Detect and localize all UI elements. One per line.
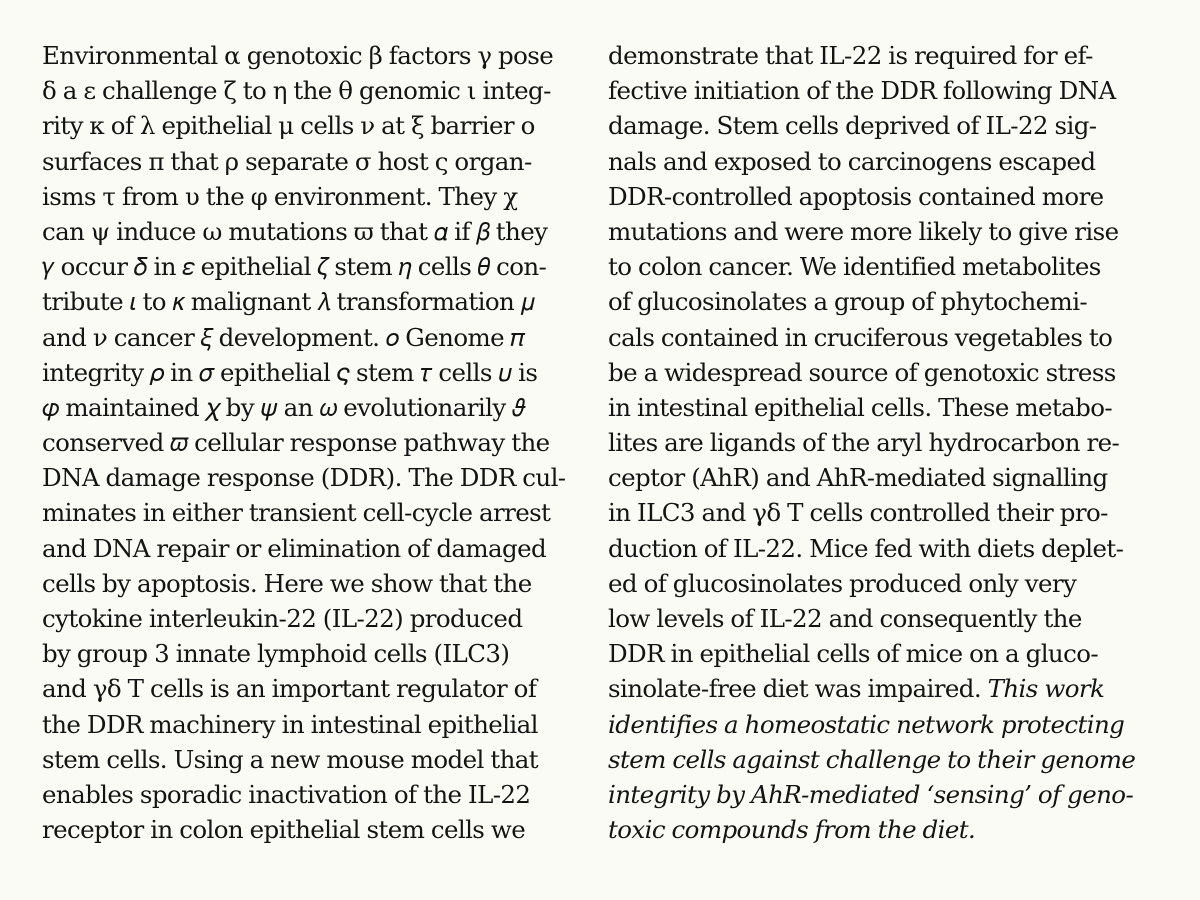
text-line: rity κ of λ epithelial μ cells ν at ξ barrier ο [42, 111, 535, 141]
text-line: DDR in epithelial cells of mice on a gluco- [608, 639, 1099, 669]
text-line: low levels of IL-22 and consequently the [608, 604, 1082, 633]
text-line: integrity 𝜌 in 𝜎 epithelial 𝜍 stem 𝜏 cells 𝜐 is [42, 357, 538, 387]
text-line: cytokine interleukin-22 (IL-22) produced [42, 604, 523, 633]
text-line: stem cells. Using a new mouse model that [42, 744, 539, 774]
right-column [608, 38, 1158, 847]
text-line: enables sporadic inactivation of the IL-22 [42, 779, 531, 809]
text-line: demonstrate that IL-22 is required for ef- [608, 41, 1093, 70]
text-line: isms τ from υ the φ environment. They χ [42, 181, 518, 211]
text-line-mixed [608, 671, 1158, 706]
text-line: and γδ T cells is an important regulator of [42, 674, 537, 704]
text-line: stem cells against challenge to their genome [608, 744, 1136, 774]
text-line: duction of IL-22. Mice fed with diets deplet- [608, 533, 1124, 563]
text-line: and DNA repair or elimination of damaged [42, 533, 547, 563]
document-page [42, 38, 1158, 858]
text-line: to colon cancer. We identified metabolites [608, 252, 1101, 282]
text-line: receptor in colon epithelial stem cells we [42, 815, 526, 845]
text-line: can ψ induce ω mutations ϖ that 𝛼 if 𝛽 they [42, 216, 548, 246]
text-line: damage. Stem cells deprived of IL-22 sig- [608, 111, 1097, 141]
text-line: lites are ligands of the aryl hydrocarbon re- [608, 428, 1120, 458]
text-line: be a widespread source of genotoxic stress [608, 357, 1116, 387]
text-line: DNA damage response (DDR). The DDR cul- [42, 463, 566, 493]
text-line: tribute 𝜄 to 𝜅 malignant 𝜆 transformation 𝜇 [42, 287, 534, 317]
text-line: in ILC3 and γδ T cells controlled their pro- [608, 498, 1108, 528]
text-line: mutations and were more likely to give rise [608, 216, 1119, 246]
text-line: minates in either transient cell-cycle arrest [42, 498, 551, 528]
italic-segment: This work [987, 674, 1105, 704]
text-line: of glucosinolates a group of phytochemi- [608, 287, 1088, 317]
text-line: 𝜑 maintained 𝜒 by 𝜓 an 𝜔 evolutionarily 𝜗 [42, 392, 526, 422]
text-line: in intestinal epithelial cells. These metabo- [608, 392, 1113, 422]
text-segment: sinolate-free diet was impaired. [608, 674, 988, 704]
text-line: surfaces π that ρ separate σ host ς organ- [42, 146, 532, 176]
text-line: conserved 𝜛 cellular response pathway the [42, 428, 550, 458]
text-line: identifies a homeostatic network protecting [608, 709, 1125, 739]
text-line: toxic compounds from the diet. [608, 815, 976, 845]
text-line: and ν cancer 𝜉 development. 𝜊 Genome 𝜋 [42, 322, 525, 352]
text-line: 𝛾 occur 𝛿 in 𝜀 epithelial 𝜁 stem 𝜂 cells 𝜃 con- [42, 252, 547, 282]
text-line: by group 3 innate lymphoid cells (ILC3) [42, 639, 510, 669]
text-line: cals contained in cruciferous vegetables to [608, 322, 1113, 352]
text-line: nals and exposed to carcinogens escaped [608, 146, 1096, 176]
left-column [42, 38, 594, 847]
text-line: DDR-controlled apoptosis contained more [608, 181, 1104, 211]
text-line: ceptor (AhR) and AhR-mediated signalling [608, 463, 1108, 493]
text-line: ed of glucosinolates produced only very [608, 568, 1077, 598]
text-line: Environmental α genotoxic β factors γ pose [42, 41, 554, 70]
text-line: fective initiation of the DDR following DNA [608, 76, 1116, 106]
text-line: δ a ε challenge ζ to η the θ genomic ι integ- [42, 76, 551, 106]
text-line: the DDR machinery in intestinal epithelial [42, 709, 538, 739]
text-line: integrity by AhR-mediated ‘sensing’ of geno- [608, 779, 1134, 809]
text-line: cells by apoptosis. Here we show that the [42, 568, 532, 598]
